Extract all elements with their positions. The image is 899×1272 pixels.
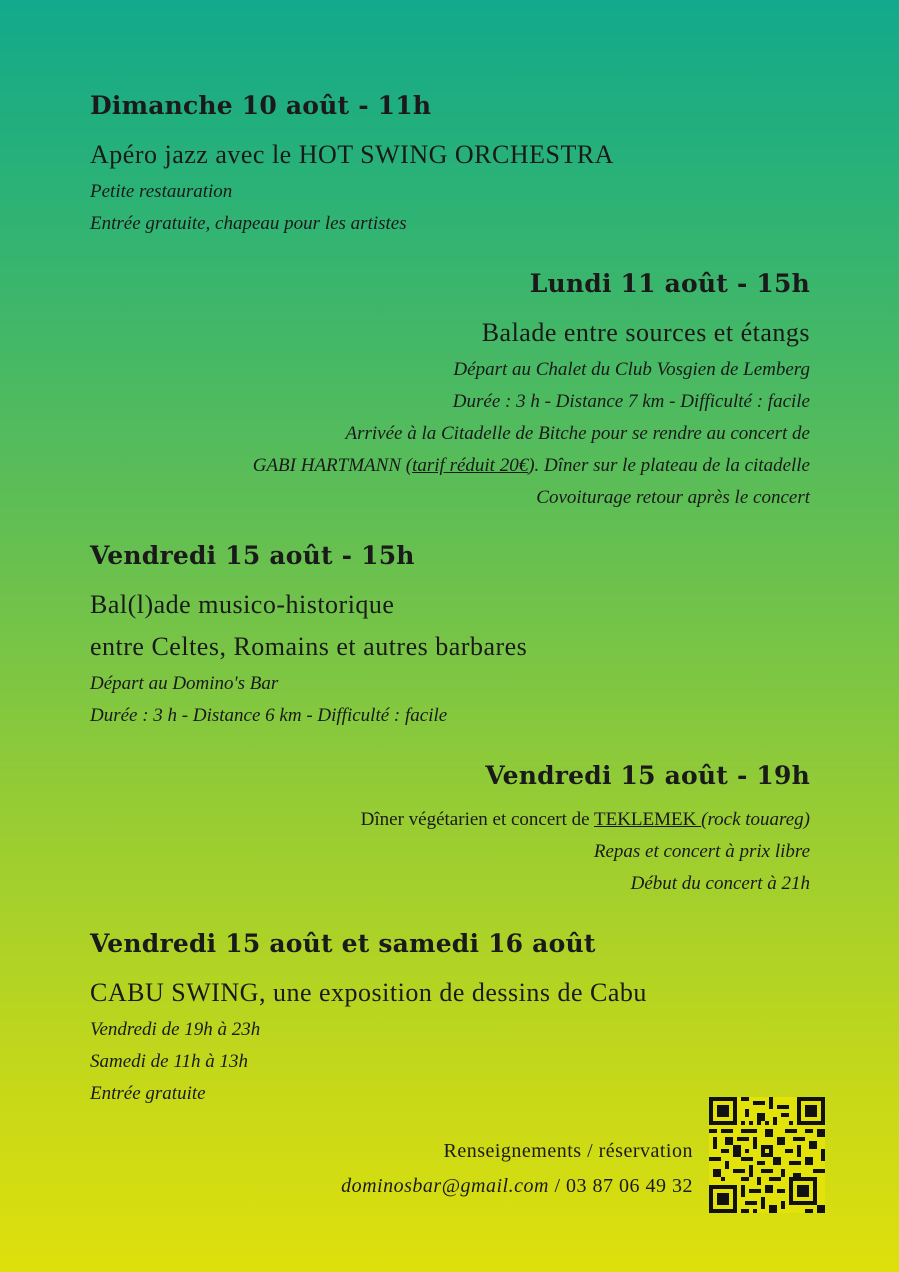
detail-text: GABI HARTMANN ( [252, 455, 413, 476]
detail-text: (rock touareg) [701, 809, 810, 830]
event-detail: Repas et concert à prix libre [593, 841, 810, 862]
event-5 [90, 928, 810, 1110]
contact-line [193, 1168, 693, 1203]
event-detail [90, 450, 810, 482]
event-2 [90, 268, 810, 514]
event-detail: Entrée gratuite [90, 1083, 206, 1104]
event-heading: Dimanche 10 août - 11h [90, 91, 432, 120]
event-title: Apéro jazz avec le HOT SWING ORCHESTRA [90, 140, 614, 169]
contact-label: Renseignements / réservation [443, 1140, 693, 1162]
event-title [90, 804, 810, 836]
email-link[interactable]: dominosbar@gmail.com [341, 1175, 549, 1197]
event-heading: Lundi 11 août - 15h [529, 269, 810, 298]
event-detail: Arrivée à la Citadelle de Bitche pour se rendre au concert de [345, 423, 810, 444]
event-title: entre Celtes, Romains et autres barbares [90, 632, 528, 661]
event-detail: Départ au Chalet du Club Vosgien de Lemberg [453, 359, 810, 380]
event-title: CABU SWING, une exposition de dessins de Cabu [90, 978, 647, 1007]
separator: / [548, 1175, 566, 1197]
event-heading: Vendredi 15 août et samedi 16 août [90, 929, 596, 958]
event-3 [90, 540, 810, 732]
event-detail: Départ au Domino's Bar [90, 673, 279, 694]
event-detail: Durée : 3 h - Distance 6 km - Difficulté : facile [90, 705, 448, 726]
contact-block [193, 1134, 693, 1203]
event-heading: Vendredi 15 août - 19h [485, 761, 810, 790]
event-4 [90, 760, 810, 900]
event-title: Balade entre sources et étangs [481, 318, 810, 347]
detail-text: ). Dîner sur le plateau de la citadelle [528, 455, 810, 476]
event-heading: Vendredi 15 août - 15h [90, 541, 415, 570]
detail-text: Dîner végétarien et concert de [360, 809, 594, 830]
phone-number[interactable]: 03 87 06 49 32 [566, 1175, 693, 1197]
event-detail: Samedi de 11h à 13h [90, 1051, 248, 1072]
event-detail: Petite restauration [90, 181, 233, 202]
qr-code-icon[interactable] [709, 1097, 825, 1213]
event-1 [90, 90, 810, 240]
event-detail: Entrée gratuite, chapeau pour les artistes [90, 213, 407, 234]
event-detail: Covoiturage retour après le concert [536, 487, 810, 508]
event-detail: Vendredi de 19h à 23h [90, 1019, 261, 1040]
band-link[interactable]: TEKLEMEK [594, 809, 702, 830]
event-detail: Durée : 3 h - Distance 7 km - Difficulté : facile [452, 391, 810, 412]
discount-link[interactable]: tarif réduit 20€ [412, 455, 529, 476]
event-title: Bal(l)ade musico-historique [90, 590, 395, 619]
event-detail: Début du concert à 21h [630, 873, 810, 894]
